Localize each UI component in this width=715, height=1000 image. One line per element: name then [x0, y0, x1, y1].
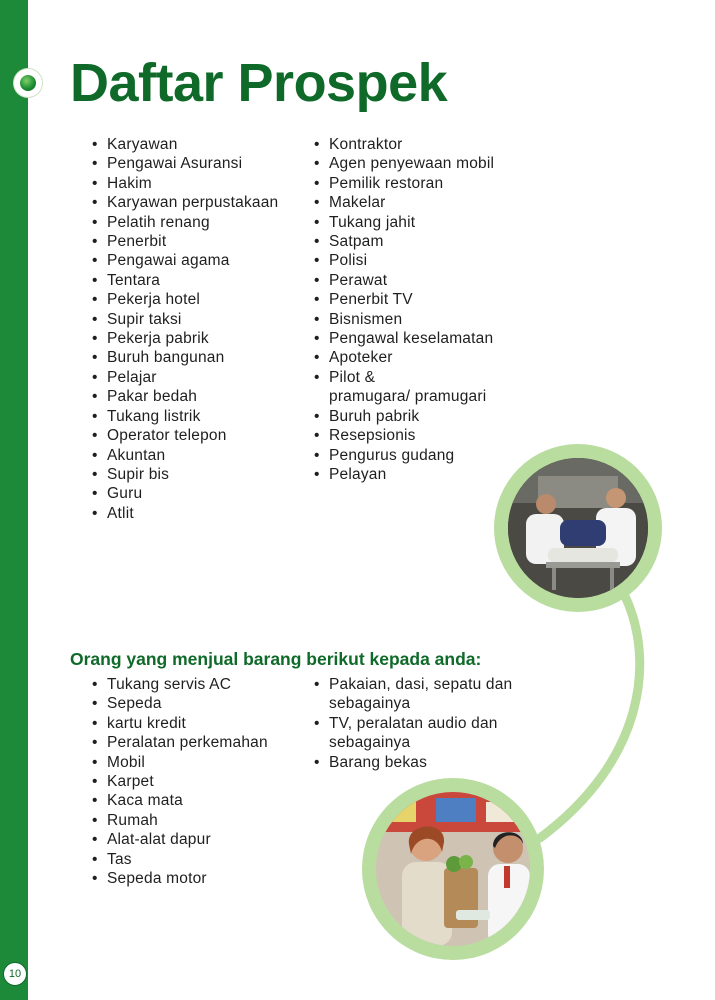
- photo-paramedics-image: [508, 458, 648, 598]
- list-item: • Penerbit TV: [314, 290, 494, 309]
- list-item: • Kaca mata: [92, 791, 268, 810]
- photo-shopping-image: [376, 792, 530, 946]
- list-item: • Peralatan perkemahan: [92, 733, 268, 752]
- list-item: • Tukang servis AC: [92, 675, 268, 694]
- list-item: • Akuntan: [92, 446, 278, 465]
- goods-list-left: [92, 675, 268, 888]
- list-item: • Kontraktor: [314, 135, 494, 154]
- list-item: • Operator telepon: [92, 426, 278, 445]
- list-item: • Penerbit: [92, 232, 278, 251]
- list-item: • Pekerja pabrik: [92, 329, 278, 348]
- page-title: Daftar Prospek: [70, 53, 448, 113]
- list-item: • Atlit: [92, 504, 278, 523]
- list-item-line: • Pilot &: [329, 368, 376, 386]
- list-item: • Alat-alat dapur: [92, 830, 268, 849]
- list-item: • Pengurus gudang: [314, 446, 494, 465]
- list-item: • Pakar bedah: [92, 387, 278, 406]
- list-item: • Pengawai Asuransi: [92, 154, 278, 173]
- list-item: • Tentara: [92, 271, 278, 290]
- list-item: • Karyawan: [92, 135, 278, 154]
- list-item: • Tukang listrik: [92, 407, 278, 426]
- list-item: • Sepeda motor: [92, 869, 268, 888]
- page-number: 10: [3, 962, 27, 986]
- list-item: • Guru: [92, 484, 278, 503]
- list-item: • Resepsionis: [314, 426, 494, 445]
- list-item: • Sepeda: [92, 694, 268, 713]
- list-item: • Barang bekas: [314, 753, 512, 772]
- list-item: • Pengawal keselamatan: [314, 329, 494, 348]
- list-item: • Supir taksi: [92, 310, 278, 329]
- list-item-line: • TV, peralatan audio dan: [329, 714, 498, 732]
- list-item: • Bisnismen: [314, 310, 494, 329]
- list-item: • Pekerja hotel: [92, 290, 278, 309]
- list-item: • Hakim: [92, 174, 278, 193]
- list-item: • Pelayan: [314, 465, 494, 484]
- list-item-two-line: [314, 675, 512, 714]
- list-item-line: pramugara/ pramugari: [329, 388, 487, 406]
- list-item: • kartu kredit: [92, 714, 268, 733]
- list-item: • Makelar: [314, 193, 494, 212]
- list-item: • Perawat: [314, 271, 494, 290]
- photo-paramedics: [494, 444, 662, 612]
- list-item: • Mobil: [92, 753, 268, 772]
- list-item: • Buruh pabrik: [314, 407, 494, 426]
- list-item: • Karyawan perpustakaan: [92, 193, 278, 212]
- list-item: • Satpam: [314, 232, 494, 251]
- list-item-line: • Pakaian, dasi, sepatu dan: [329, 676, 513, 693]
- list-item: • Rumah: [92, 811, 268, 830]
- list-item: • Tukang jahit: [314, 213, 494, 232]
- list-item-line: sebagainya: [329, 695, 411, 713]
- photo-shopping: [362, 778, 544, 960]
- list-item: • Pelajar: [92, 368, 278, 387]
- list-item: • Karpet: [92, 772, 268, 791]
- list-item: • Agen penyewaan mobil: [314, 154, 494, 173]
- list-item: • Tas: [92, 850, 268, 869]
- list-item: • Pemilik restoran: [314, 174, 494, 193]
- list-item: • Pelatih renang: [92, 213, 278, 232]
- goods-list-right: [314, 675, 512, 772]
- list-item-line: sebagainya: [329, 734, 411, 752]
- list-item: • Buruh bangunan: [92, 348, 278, 367]
- list-item: • Pengawai agama: [92, 251, 278, 270]
- list-item: • Polisi: [314, 251, 494, 270]
- list-item: • Supir bis: [92, 465, 278, 484]
- list-item-two-line: [314, 714, 512, 753]
- section-subheading: Orang yang menjual barang berikut kepada anda:: [70, 649, 482, 669]
- list-item: • Apoteker: [314, 348, 494, 367]
